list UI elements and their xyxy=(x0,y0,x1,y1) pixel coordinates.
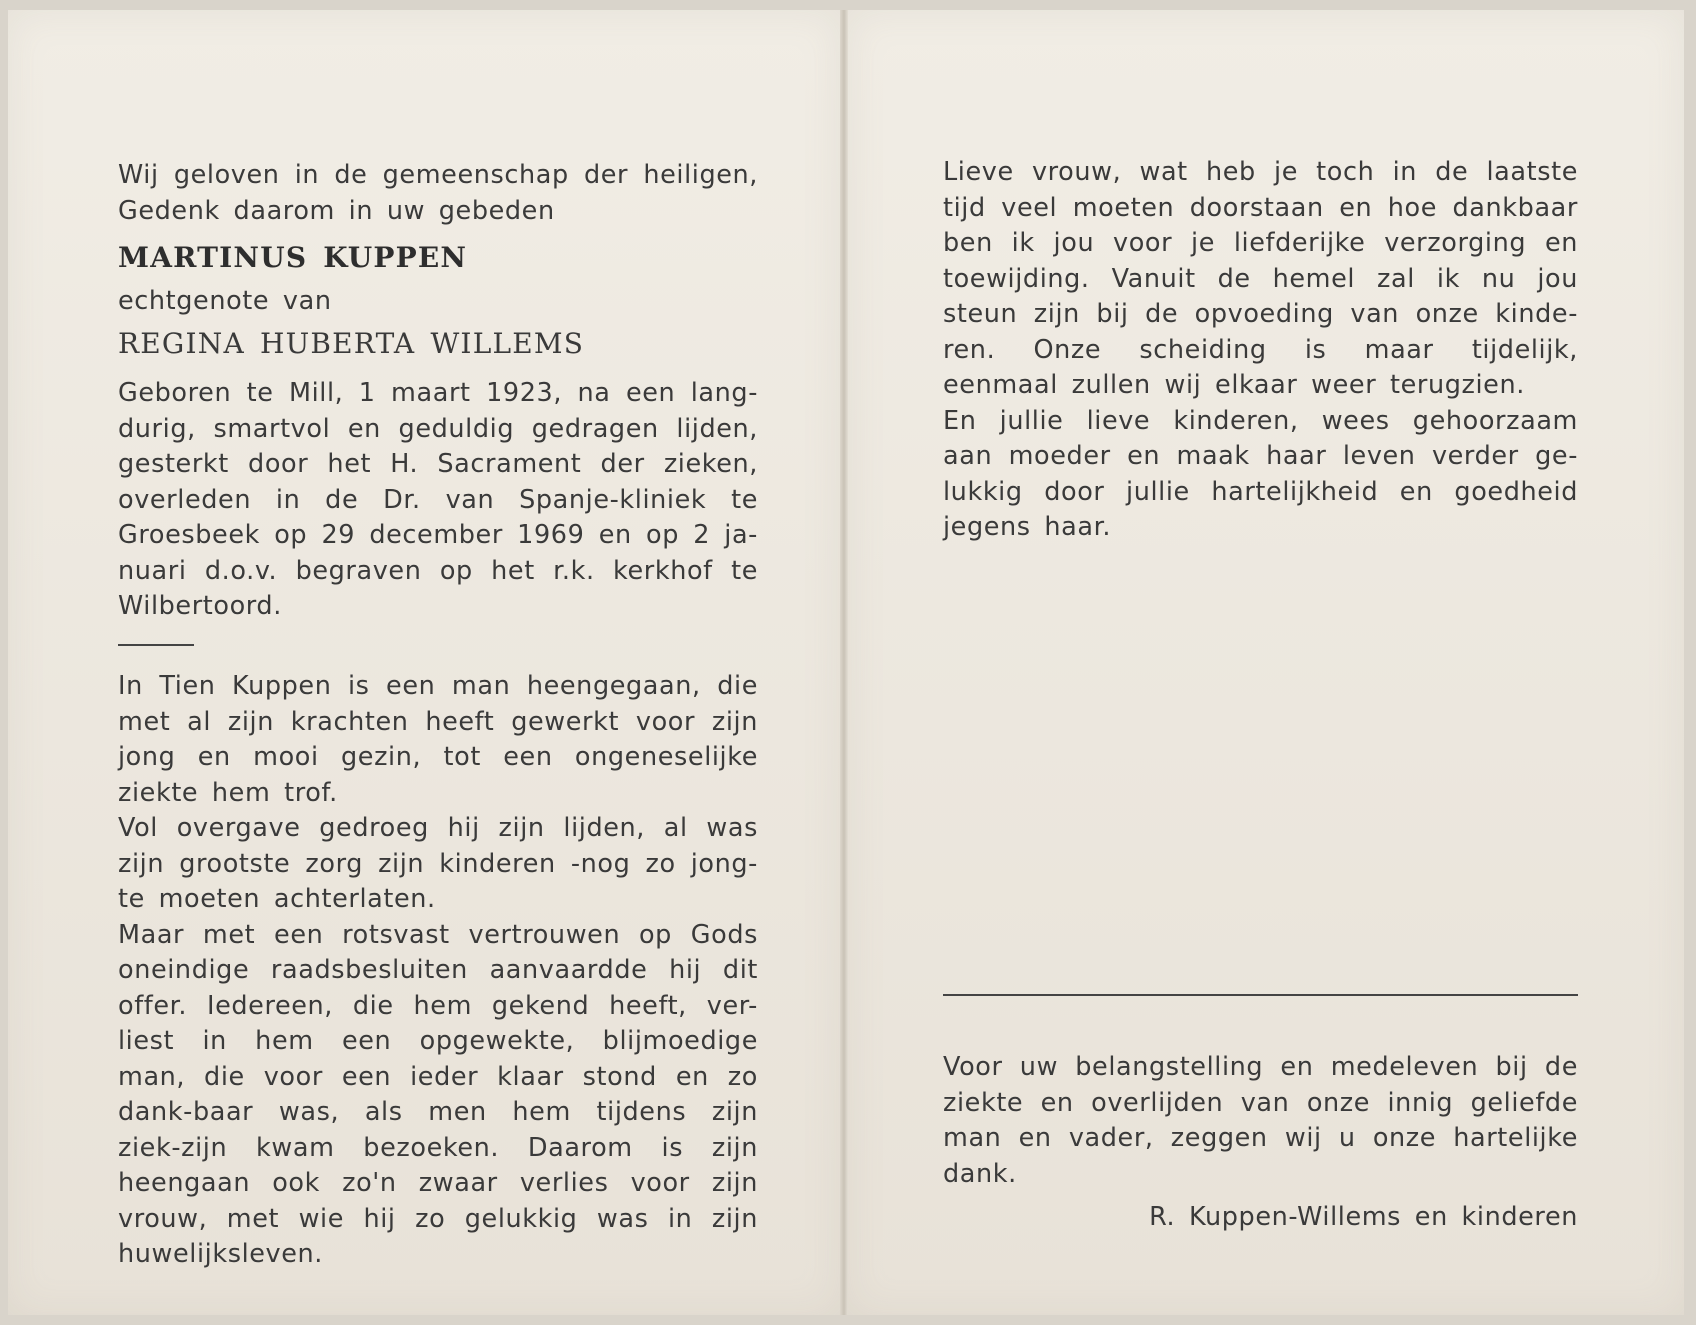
signature: R. Kuppen-Willems en kinderen xyxy=(1149,1202,1578,1232)
intro-line-1: Wij geloven in de gemeenschap der heiligen, xyxy=(118,160,758,190)
section-divider xyxy=(118,644,194,646)
message-paragraph-2: En jullie lieve kinderen, wees gehoorzaam aan moeder en maak haar leven verder ge-lukkig door jullie hartelijkheid en goedheid jegens haar. xyxy=(943,405,1578,542)
tribute-block xyxy=(118,669,758,1273)
thanks-divider xyxy=(943,994,1578,996)
intro-block xyxy=(118,158,758,229)
intro-line-2: Gedenk daarom in uw gebeden xyxy=(118,195,555,226)
relation-text: echtgenote van xyxy=(118,286,332,316)
deceased-name: MARTINUS KUPPEN xyxy=(118,241,468,274)
tribute-paragraph-2: Vol overgave gedroeg hij zijn lijden, al was zijn grootste zorg zijn kinderen -nog zo jong-te moeten achterlaten. xyxy=(118,813,758,914)
thanks-block xyxy=(943,1050,1578,1192)
tribute-paragraph-1: In Tien Kuppen is een man heengegaan, die met al zijn krachten heeft gewerkt voor zijn jong en mooi gezin, tot een ongeneselijke ziekte hem trof. xyxy=(118,671,758,808)
card-fold xyxy=(840,10,848,1315)
thanks-text: Voor uw belangstelling en medeleven bij de ziekte en overlijden van onze innig geliefde man en vader, zeggen wij u onze hartelijke dank. xyxy=(943,1052,1578,1189)
message-block xyxy=(943,155,1578,546)
message-paragraph-1: Lieve vrouw, wat heb je toch in de laatste tijd veel moeten doorstaan en hoe dankbaar ben ik jou voor je liefderijke verzorging en toewijding. Vanuit de hemel zal ik nu jou steun zijn bij de opvoeding van onze kinde-ren. Onze scheiding is maar tijdelijk, eenmaal zullen wij elkaar weer terugzien. xyxy=(943,157,1578,400)
memorial-card xyxy=(8,10,1684,1315)
tribute-paragraph-3: Maar met een rotsvast vertrouwen op Gods oneindige raadsbesluiten aanvaardde hij dit offer. Iedereen, die hem gekend heeft, ver-liest in hem een opgewekte, blijmoedige man, die voor een ieder klaar stond en zo dank-baar was, als men hem tijdens zijn ziek-zijn kwam bezoeken. Daarom is zijn heengaan ook zo'n zwaar verlies voor zijn vrouw, met wie hij zo gelukkig was in zijn huwelijksleven. xyxy=(118,919,758,1269)
biography-block xyxy=(118,376,758,625)
name-block xyxy=(118,236,758,366)
biography-text: Geboren te Mill, 1 maart 1923, na een lang-durig, smartvol en geduldig gedragen lijden, gesterkt door het H. Sacrament der zieken, overleden in de Dr. van Spanje-kliniek te Groesbeek op 29 december 1969 en op 2 ja-nuari d.o.v. begraven op het r.k. kerkhof te Wilbertoord. xyxy=(118,378,758,621)
spouse-name: REGINA HUBERTA WILLEMS xyxy=(118,327,585,360)
